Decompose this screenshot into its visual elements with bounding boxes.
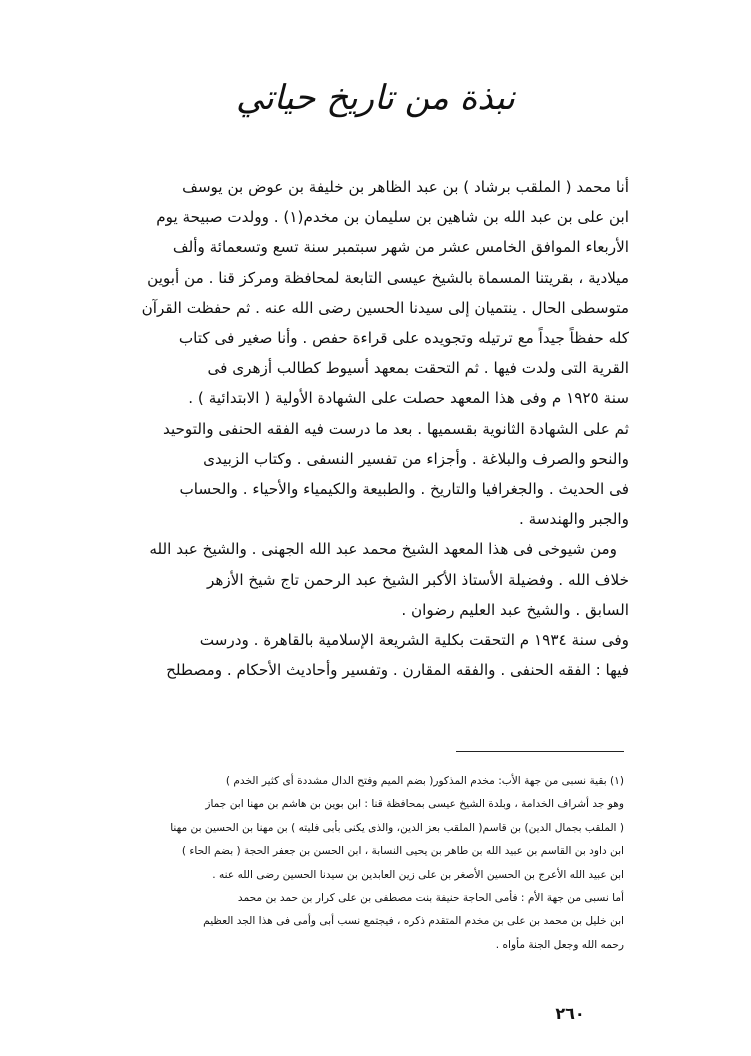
body-line: والجبر والهندسة . xyxy=(518,510,629,529)
body-line: متوسطى الحال . ينتميان إلى سيدنا الحسين رضى الله عنه . ثم حفظت القرآن xyxy=(141,298,629,317)
body-line: فى الحديث . والجغرافيا والتاريخ . والطبيعة والكيمياء والأحياء . والحساب xyxy=(179,480,629,499)
body-line: السابق . والشيخ عبد العليم رضوان . xyxy=(401,600,629,619)
body-line: والنحو والصرف والبلاغة . وأجزاء من تفسير النسفى . وكتاب الزبيدى xyxy=(203,449,629,468)
footnote-line: وهو جد أشراف الخدامة ، وبلدة الشيخ عيسى بمحافظة قنا : ابن بوين بن هاشم بن مهنا ابن جماز xyxy=(205,798,624,811)
body-line: ميلادية ، بقريتنا المسماة بالشيخ عيسى التابعة لمحافظة ومركز قنا . من أبوين xyxy=(147,268,629,287)
body-line: القرية التى ولدت فيها . ثم التحقت بمعهد أسيوط كطالب أزهرى فى xyxy=(207,359,629,378)
footnotes xyxy=(104,770,624,957)
body-line: سنة ١٩٢٥ م وفى هذا المعهد حصلت على الشهادة الأولية ( الابتدائية ) . xyxy=(188,389,629,408)
footnote-divider xyxy=(456,751,624,752)
footnote-line: (١) بقية نسبى من جهة الأب: مخدم المذكور( بضم الميم وفتح الدال مشددة أى كثير الخدم ) xyxy=(225,775,624,787)
body-line: ومن شيوخى فى هذا المعهد الشيخ محمد عبد الله الجهنى . والشيخ عبد الله xyxy=(149,540,617,559)
footnote-line: ابن داود بن القاسم بن عبيد الله بن طاهر بن يحيى النسابة ، ابن الحسن بن جعفر الحجة ( بضم الحاء ) xyxy=(181,845,624,858)
body-line: ابن على بن عبد الله بن شاهين بن سليمان بن مخدم(١) . وولدت صبيحة يوم xyxy=(156,208,629,227)
body-line: وفى سنة ١٩٣٤ م التحقت بكلية الشريعة الإسلامية بالقاهرة . ودرست xyxy=(199,631,629,650)
footnote-line: أما نسبى من جهة الأم : فأمى الحاجة حنيفة بنت مصطفى بن على كرار بن حمد بن محمد xyxy=(237,892,624,905)
body-text xyxy=(84,172,629,685)
body-line: خلاف الله . وفضيلة الأستاذ الأكبر الشيخ عبد الرحمن تاج شيخ الأزهر xyxy=(206,570,629,589)
footnote-line: رحمه الله وجعل الجنة مأواه . xyxy=(495,938,624,951)
body-line: الأربعاء الموافق الخامس عشر من شهر سبتمبر سنة تسع وتسعمائة وألف xyxy=(172,238,629,257)
page-number: ٢٦٠ xyxy=(555,1004,585,1023)
body-line: كله حفظاً جيداً مع ترتيله وتجويده على قراءة حفص . وأنا صغير فى كتاب xyxy=(178,329,629,348)
body-line: أنا محمد ( الملقب برشاد ) بن عبد الظاهر بن خليفة بن عوض بن يوسف xyxy=(182,178,629,196)
body-line: فيها : الفقه الحنفى . والفقه المقارن . وتفسير وأحاديث الأحكام . ومصطلح xyxy=(166,661,629,680)
page-title: نبذة من تاريخ حياتي xyxy=(236,78,515,118)
body-line: ثم على الشهادة الثانوية بقسميها . بعد ما درست فيه الفقه الحنفى والتوحيد xyxy=(162,419,629,438)
footnote-line: ( الملقب بجمال الدين) بن قاسم( الملقب بعز الدين، والذى يكنى بأبى فليته ) بن مهنا بن الحسين بن مهنا xyxy=(170,821,624,834)
footnote-line: ابن عبيد الله الأعرج بن الحسين الأصغر بن على زين العابدين بن سيدنا الحسين رضى الله عنه . xyxy=(212,868,624,881)
footnote-line: ابن خليل بن محمد بن على بن مخدم المتقدم ذكره ، فيجتمع نسب أبى وأمى فى هذا الجد العظيم xyxy=(203,915,624,928)
